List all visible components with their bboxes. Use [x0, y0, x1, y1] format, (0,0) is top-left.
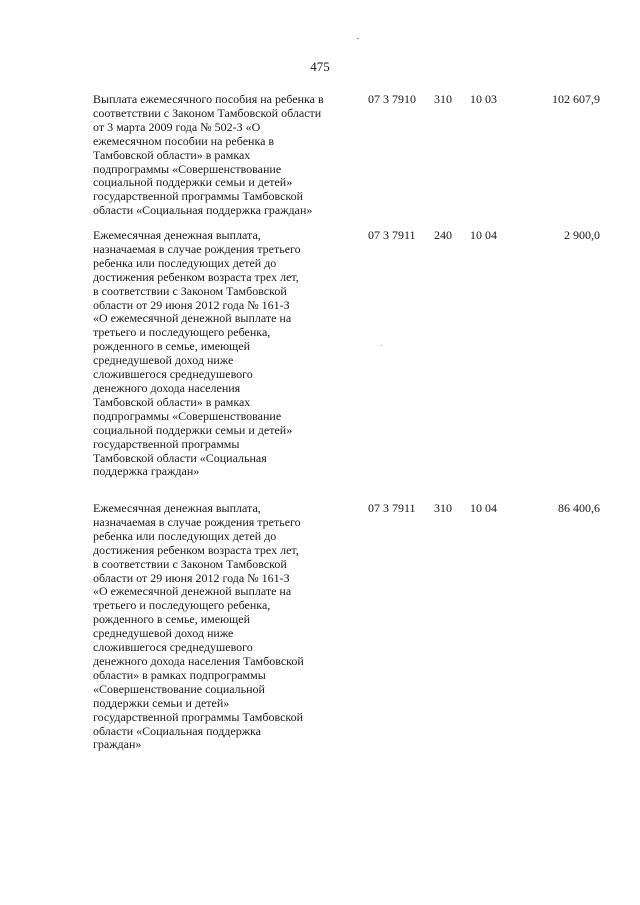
row-code: 07 3 7911 — [368, 501, 416, 515]
row-section: 10 03 — [470, 92, 497, 106]
row-amount: 102 607,9 — [552, 92, 600, 106]
scan-speck — [381, 345, 382, 346]
row-type: 310 — [434, 92, 452, 106]
row-description: Ежемесячная денежная выплата, назначаемая в случае рождения третьего ребенка или последующих детей до достижения ребенком возраста трех лет, в соответствии с Законом Тамбовской области от 29 июня 2012 года № 161-З «О ежемесячной денежной выплате на третьего и последующего ребенка, рожденного в семье, имеющей среднедушевой доход ниже сложившегося среднедушевого денежного дохода населения Тамбовской области» в рамках подпрограммы «Совершенствование социальной поддержки семьи и детей» государственной программы Тамбовской области «Социальная поддержка граждан» — [93, 501, 304, 752]
page-number: 475 — [310, 59, 330, 74]
row-code: 07 3 7910 — [368, 92, 416, 106]
row-description: Ежемесячная денежная выплата, назначаемая в случае рождения третьего ребенка или последующих детей до достижения ребенком возраста трех лет, в соответствии с Законом Тамбовской области от 29 июня 2012 года № 161-З «О ежемесячной денежной выплате на третьего и последующего ребенка, рожденного в семье, имеющей среднедушевой доход ниже сложившегося среднедушевого денежного дохода населения Тамбовской области» в рамках подпрограммы «Совершенствование социальной поддержки семьи и детей» государственной программы Тамбовской области «Социальная поддержка граждан» — [93, 228, 301, 479]
row-code: 07 3 7911 — [368, 228, 416, 242]
row-amount: 2 900,0 — [564, 228, 600, 242]
row-description: Выплата ежемесячного пособия на ребенка в соответствии с Законом Тамбовской области от 3 марта 2009 года № 502-З «О ежемесячном пособии на ребенка в Тамбовской области» в рамках подпрограммы «Совершенствование социальной поддержки семьи и детей» государственной программы Тамбовской области «Социальная поддержка граждан» — [93, 92, 324, 218]
row-section: 10 04 — [470, 501, 497, 515]
row-amount: 86 400,6 — [558, 501, 600, 515]
row-type: 240 — [434, 228, 452, 242]
row-section: 10 04 — [470, 228, 497, 242]
row-type: 310 — [434, 501, 452, 515]
scan-speck — [357, 38, 359, 39]
